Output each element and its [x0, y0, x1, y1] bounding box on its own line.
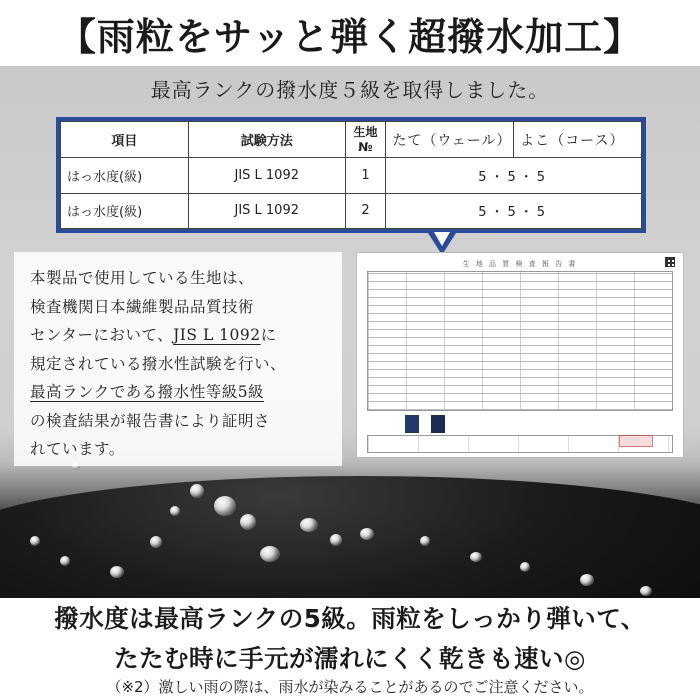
report-title: 生 地 品 質 検 査 報 告 書 [462, 260, 578, 268]
water-drop [260, 546, 280, 562]
header-no-line2: № [358, 139, 373, 154]
header-weft: よこ（コース） [514, 122, 642, 158]
fabric-swatch [405, 415, 419, 433]
description-line: れています。 [30, 440, 125, 458]
water-drop [190, 484, 204, 498]
description-line: 検査機関日本繊維製品品質技術 [30, 297, 255, 316]
description-line: 本製品で使用している生地は、 [30, 269, 255, 287]
header-no-line1: 生地 [353, 124, 378, 139]
fabric-swatch [431, 415, 445, 433]
page-title: 【雨粒をサッと弾く超撥水加工】 [0, 0, 700, 66]
inspection-report-image [356, 252, 684, 458]
table-row [61, 158, 642, 194]
water-drop [214, 496, 236, 516]
water-drop [60, 556, 70, 566]
water-drop [420, 536, 430, 546]
description-underlined: JIS L 1092 [173, 326, 261, 344]
fabric-surface [0, 476, 700, 600]
test-results-table [56, 117, 646, 233]
caption-line-2: たたむ時に手元が濡れにくく乾きも速い◎ [114, 644, 586, 673]
water-drop [170, 506, 180, 516]
callout-pointer-inner [434, 232, 450, 246]
water-drop [330, 534, 342, 546]
cell-item: はっ水度(級) [61, 193, 189, 229]
caption-line-1: 撥水度は最高ランクの5級。雨粒をしっかり弾いて、 [54, 604, 646, 633]
water-drop [640, 586, 652, 596]
header-no [345, 122, 386, 158]
cell-no: 1 [345, 158, 386, 194]
water-drop [360, 528, 374, 540]
water-drop [240, 514, 256, 530]
description-text: に [260, 326, 277, 344]
description-line: の検査結果が報告書により証明さ [30, 411, 271, 430]
cell-method: JIS L 1092 [188, 158, 345, 194]
header-method: 試験方法 [188, 122, 345, 158]
cell-item: はっ水度(級) [61, 158, 189, 194]
cell-no: 2 [345, 193, 386, 229]
report-table [367, 271, 673, 411]
table-row [61, 193, 642, 229]
water-drop [520, 562, 530, 572]
water-drop [110, 566, 124, 578]
caution-note: （※2）激しい雨の際は、雨水が染みることがあるのでご注意ください。 [106, 678, 594, 696]
cell-value: 5・5・5 [386, 158, 642, 194]
header-item: 項目 [61, 122, 189, 158]
cell-method: JIS L 1092 [188, 193, 345, 229]
description-line [30, 378, 328, 407]
subtitle: 最高ランクの撥水度５級を取得しました。 [150, 77, 550, 102]
description-underlined: 最高ランクである撥水性等級5級 [30, 383, 265, 401]
description-line: 規定されている撥水性試験を行い、 [30, 354, 287, 373]
qr-code-icon [665, 257, 675, 267]
water-drop [150, 536, 162, 548]
water-drop [30, 536, 40, 546]
description-line [30, 321, 328, 350]
water-drop [470, 552, 482, 562]
header-warp: たて（ウェール） [386, 122, 514, 158]
seal-stamp [619, 435, 653, 447]
description-text: センターにおいて、 [30, 326, 174, 344]
cell-value: 5・5・5 [386, 193, 642, 229]
description-box [14, 252, 342, 466]
water-drop [300, 518, 318, 532]
water-drop [580, 574, 594, 586]
